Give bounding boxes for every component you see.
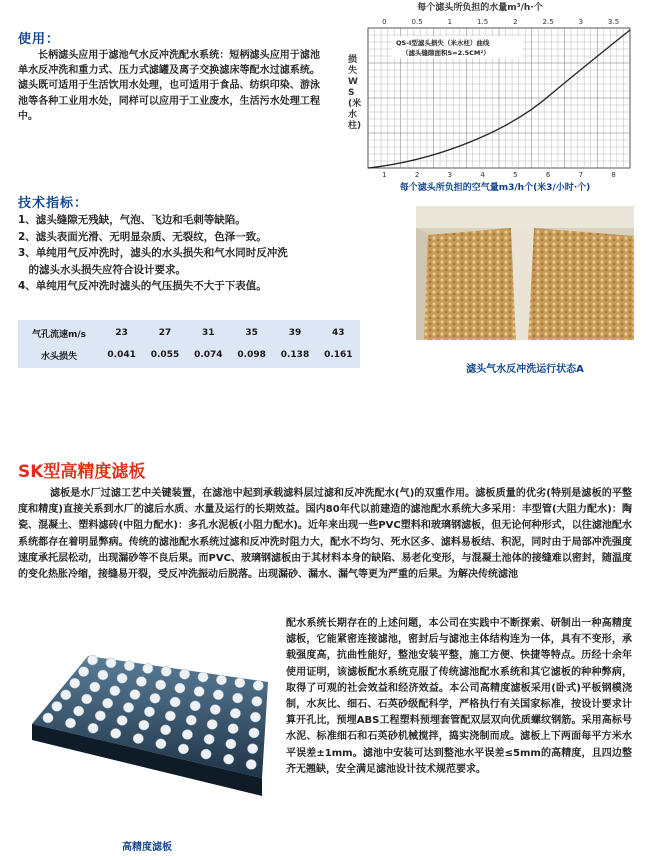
tick-label: 4 [480, 171, 485, 179]
tick-label: 2 [513, 18, 518, 26]
nozzle [207, 719, 217, 729]
nozzle [161, 666, 171, 676]
table-cell: 0.041 [107, 350, 136, 360]
nozzle [253, 681, 263, 691]
table-cell: 27 [158, 328, 172, 338]
nozzle [228, 724, 238, 734]
nozzle [175, 683, 185, 693]
nozzle [106, 658, 116, 668]
spec-item: 4、单纯用气反冲洗时滤头的气压损失不大于下表值。 [18, 280, 267, 292]
nozzle [98, 670, 108, 680]
table-cell: 0.098 [237, 350, 266, 360]
backwash-photo-caption: 滤头气水反冲洗运行状态A [466, 364, 584, 375]
headloss-chart [330, 0, 640, 200]
chart-bottom-ticks [382, 171, 616, 179]
chart-ylabel: 损失WS(米水柱) [348, 55, 362, 131]
spec-item: 2、滤头表面光滑、无明显杂质、无裂纹，色泽一致。 [18, 230, 267, 243]
tick-label: 3 [447, 171, 453, 179]
tick-label: 7 [578, 171, 584, 179]
nozzle [223, 754, 233, 764]
nozzle [139, 720, 149, 730]
nozzle [250, 712, 260, 722]
tick-label: 6 [545, 171, 551, 179]
nozzle [70, 678, 80, 688]
nozzle [61, 690, 71, 700]
sk-title: SK型高精度滤板 [18, 462, 146, 482]
chart-legend-line2: （滤头缝隙面积S=2.5CM²） [402, 49, 490, 57]
table-cell: 0.161 [324, 350, 353, 360]
tick-label: 2.5 [542, 18, 554, 26]
nozzle [198, 672, 208, 682]
backwash-photo [416, 206, 634, 340]
nozzle [95, 711, 105, 721]
nozzle [124, 661, 134, 671]
spec-item: 3、单纯用气反冲洗时，滤头的水头损失和气水同时反冲洗 [18, 247, 288, 259]
tick-label: 3.5 [608, 18, 620, 26]
nozzle [78, 667, 88, 677]
nozzle [143, 664, 153, 674]
filter-plate-caption: 高精度滤板 [122, 842, 172, 853]
spec-list [18, 212, 348, 295]
spec-item: 1、滤头缝隙无残缺，气泡、飞边和毛刺等缺陷。 [18, 214, 246, 226]
nozzle [110, 686, 120, 696]
nozzle [88, 723, 98, 733]
table-cell: 35 [245, 328, 258, 338]
perf-table-wrap [18, 320, 360, 368]
backwash-photo-art [416, 206, 634, 340]
nozzle [232, 693, 242, 703]
nozzle [216, 675, 226, 685]
tick-label: 8 [611, 171, 616, 179]
filter-plate-art [18, 612, 276, 810]
nozzle [194, 686, 204, 696]
nozzle [182, 730, 192, 740]
spec-heading: 技术指标： [18, 196, 89, 211]
nozzle [82, 694, 92, 704]
usage-heading: 使用： [18, 32, 61, 47]
chart-legend-line1: QS-I型滤头损失（米水柱）曲线 [396, 39, 490, 47]
nozzle [144, 707, 154, 717]
table-row [18, 344, 360, 366]
nozzle [90, 682, 100, 692]
tick-label: 3 [578, 18, 584, 26]
tick-label: 1.5 [477, 18, 489, 26]
nozzle [201, 749, 211, 759]
tick-label: 5 [513, 171, 518, 179]
nozzle [178, 744, 188, 754]
table-row [18, 322, 360, 344]
nozzle [130, 690, 140, 700]
nozzle [210, 705, 220, 715]
chart-top-label: 每个滤头所负担的水量m³/h·个 [417, 3, 543, 13]
nozzle [73, 706, 83, 716]
filter-plate-photo [18, 612, 276, 810]
tick-label: 2 [414, 171, 420, 179]
nozzle [246, 759, 256, 769]
nozzle [150, 693, 160, 703]
nozzle [213, 690, 223, 700]
table-cell: 气孔流速m/s [31, 329, 87, 340]
usage-paragraph: 长柄滤头应用于滤池气水反冲洗配水系统：短柄滤头应用于滤池单水反冲洗和重力式、压力式滤罐及离子交换滤床等配水过滤系统。滤头既可适用于生活饮用水处理，也可适用于食品、纺织印染、游泳池等各种工业用水处，同样可以应用于工业废水，生活污水处理工程中。 [18, 50, 320, 122]
chart-top-ticks [382, 18, 619, 26]
tick-label: 0.5 [411, 18, 423, 26]
nozzle [155, 680, 165, 690]
nozzle [186, 715, 196, 725]
nozzle [235, 678, 245, 688]
nozzle [230, 708, 240, 718]
nozzle [249, 728, 259, 738]
nozzle [190, 701, 200, 711]
tick-label: 1 [382, 171, 387, 179]
table-cell: 23 [115, 328, 128, 338]
nozzle [133, 734, 143, 744]
table-cell: 0.074 [194, 350, 223, 360]
sk-paragraph-2: 配水系统长期存在的上述问题，本公司在实践中不断探索、研制出一种高精度滤板，它能紧密连接滤池，密封后与滤池主体结构连为一体，具有不变形，承载强度高，抗曲性能好，整池安装平整，施工方便、快捷等特点。历经十余年使用证明，该滤板配水系统克服了传统滤池配水系统和其它滤板的种种弊病，取得了可观的社会效益和经济效益。本公司高精度滤板采用(卧式)平板钢模浇制，水灰比、细石、石英砂级配科学，严格执行有关国家标准，按设计要求计算开孔比，预埋ABS工程塑料预埋套管配双层双向优质螺纹钢筋。采用高标号水泥、标准细石和石英砂机械搅拌，捣实浇制而成。滤板上下两面每平方米水平误差±1mm。滤池中安装可达到整池水平误差≤5mm的高精度，且四边整齐无翘缺，安全满足滤池设计技术规范要求。 [286, 618, 632, 775]
chart-xlabel: 每个滤头所负担的空气量m3/h个(米3/小时·个) [399, 183, 591, 193]
table-cell: 0.138 [280, 350, 310, 360]
nozzle [52, 701, 62, 711]
nozzle [165, 711, 175, 721]
nozzle [102, 698, 112, 708]
nozzle [170, 697, 180, 707]
table-cell: 水头损失 [40, 351, 77, 362]
table-cell: 31 [202, 328, 215, 338]
nozzle [160, 725, 170, 735]
perf-table [18, 322, 360, 366]
spec-item: 的滤头水头损失应符合设计要求。 [18, 263, 186, 276]
tick-label: 0 [382, 18, 387, 26]
nozzle [247, 744, 257, 754]
chart-svg [330, 0, 640, 200]
nozzle [111, 728, 121, 738]
tick-label: 1 [447, 18, 453, 26]
table-cell: 39 [288, 328, 302, 338]
nozzle [65, 718, 75, 728]
nozzle [156, 739, 166, 749]
sk-paragraph-1: 滤板是水厂过滤工艺中关键装置，在滤池中起到承载滤料层过滤和反冲洗配水(气)的双重作用。滤板质量的优劣(特别是滤板的平整度和精度)直接关系到水厂的滤后水质、水量及运行的长期效益。国内80年代以前建造的滤池配水系统大多采用：丰型管(大阻力配水)：陶瓷、混凝土、塑料滤砖(中阻力配水)：多孔水泥板(小阻力配水)。近年来出现一些PVC塑料和玻璃钢滤板，但无论何种形式，以往滤池配水系统都存在着明显弊病。传统的滤池配水系统过滤和反冲洗时阻力大，配水不均匀、死水区多、滤料易板结、积泥，同时由于局部冲洗强度速度承托层松动，出现漏砂等不良后果。而PVC、玻璃钢滤板由于其材料本身的缺陷、易老化变形，与混凝土池体的接缝难以密封，随温度的变化热胀冷缩，接缝易开裂，受反冲洗振动后脱落。出现漏砂、漏水、漏气等更为严重的后果。为解决传统滤池 [18, 488, 632, 581]
nozzle [226, 739, 236, 749]
nozzle [136, 677, 146, 687]
nozzle [204, 734, 214, 744]
nozzle [117, 673, 127, 683]
nozzle [87, 655, 97, 665]
table-cell: 43 [332, 328, 345, 338]
nozzle [179, 669, 189, 679]
nozzle [117, 715, 127, 725]
nozzle [123, 702, 133, 712]
table-cell: 0.055 [150, 350, 180, 360]
nozzle [252, 696, 262, 706]
nozzle [43, 713, 53, 723]
